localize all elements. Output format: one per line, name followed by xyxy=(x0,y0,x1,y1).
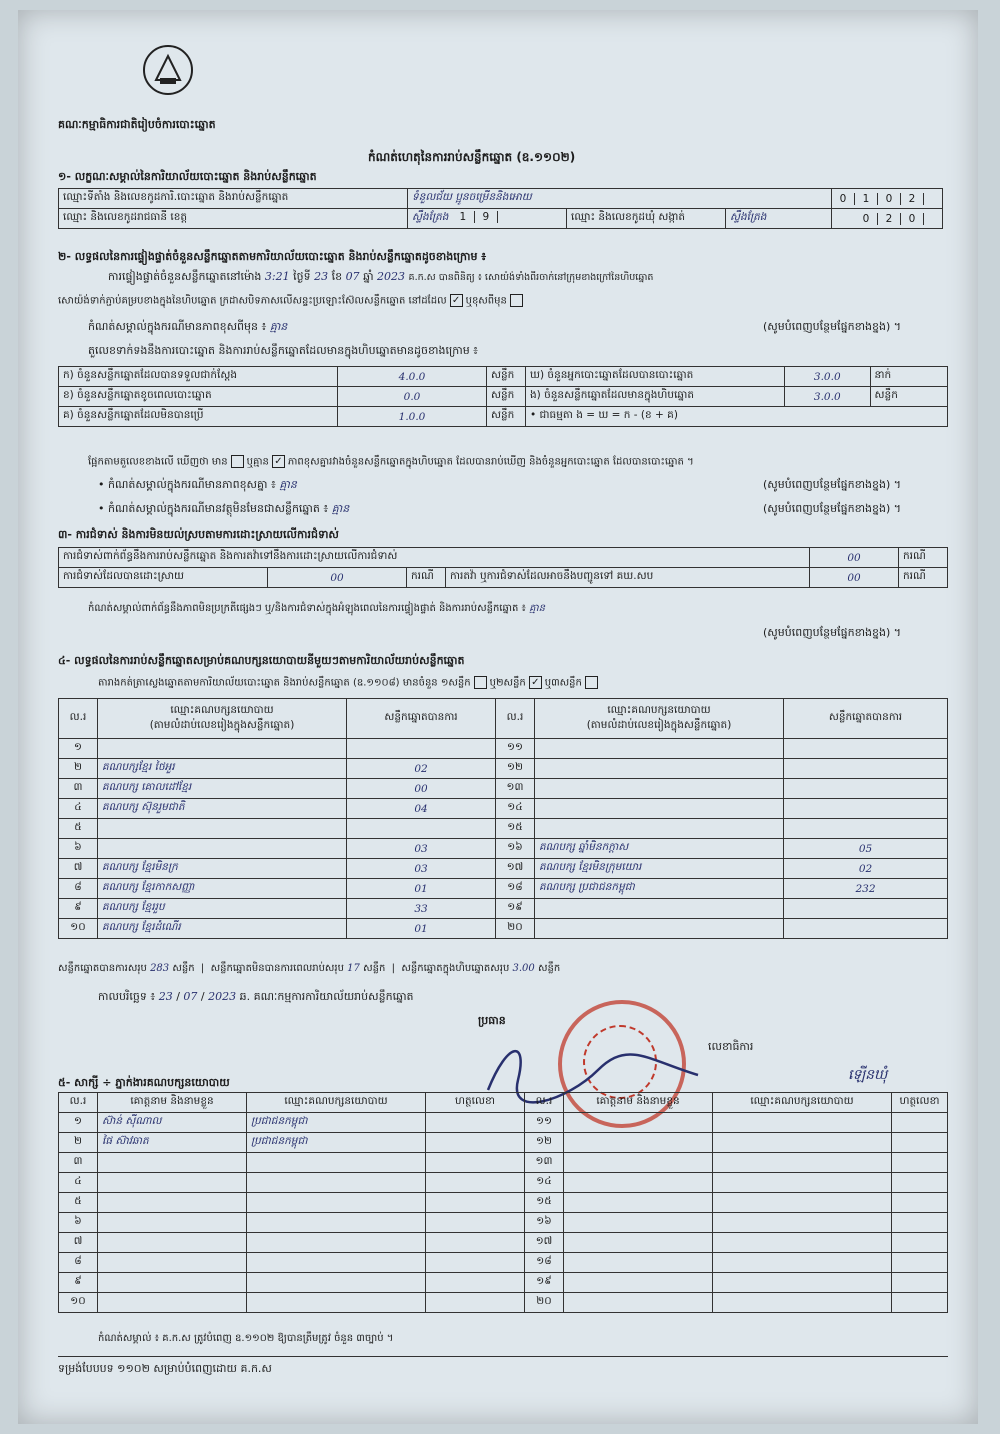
witness-signature xyxy=(426,1213,525,1233)
secretary-name: ឡើនឃុំ xyxy=(848,1067,888,1083)
party-votes: 03 xyxy=(347,859,496,879)
witness-party xyxy=(713,1293,892,1313)
party-votes xyxy=(784,779,948,799)
witness-name xyxy=(564,1193,713,1213)
table-row xyxy=(59,1233,948,1253)
witness-name xyxy=(98,1293,247,1313)
table-row xyxy=(59,779,948,799)
figures-table: ក) ចំនួនសន្លឹកឆ្នោតដែលបានទទួលជាក់ស្តែង 4.0.0 សន្លឹក ឃ) ចំនួនអ្នកបោះឆ្នោតដែលបានបោះឆ្នោត 3.0.0 នាក់ ខ) ចំនួនសន្លឹកឆ្នោតខូចពេលបោះឆ្នោត 0.0 សន្លឹក ង) ចំនួនសន្លឹកឆ្នោតដែលមានក្នុងហិបឆ្នោត 3.0.0 សន្លឹក គ) ចំនួនសន្លឹកឆ្នោតដែលមិនបានប្រើ 1.0.0 សន្លឹក • ជាធម្មតា ង = ឃ = ក - (ខ + គ) xyxy=(58,366,948,427)
row-no: ២០ xyxy=(525,1293,564,1313)
witness-name: ផៃ ស៊ាវឆាត xyxy=(98,1133,247,1153)
witness-name xyxy=(98,1153,247,1173)
party-name xyxy=(535,799,784,819)
witness-party xyxy=(247,1153,426,1173)
complaints-table: ការជំទាស់ពាក់ព័ន្ធនឹងការរាប់សន្លឹកឆ្នោត និងការតវ៉ាទៅនឹងការដោះស្រាយលើការជំទាស់ 00 ករណី ការជំទាស់ដែលបានដោះស្រាយ 00 ករណី ការតវ៉ា ឬការជំទាស់ដែលអាចនឹងបញ្ជូនទៅ គឃ.សប 00 ករណី xyxy=(58,547,948,588)
witness-name xyxy=(564,1133,713,1153)
witness-name xyxy=(98,1273,247,1293)
witness-party xyxy=(247,1173,426,1193)
table-row xyxy=(59,899,948,919)
row-no: ១៨ xyxy=(496,879,535,899)
section-3-heading: ៣- ការជំទាស់ និងការមិនយល់ស្របតាមការដោះស្រាយលើការជំទាស់ xyxy=(58,528,339,541)
fill-hint: (សូមបំពេញបន្ថែមផ្នែកខាងខ្នង) ។ xyxy=(763,626,902,639)
row-no: ១ xyxy=(59,739,98,759)
complaint-label: ការជំទាស់ពាក់ព័ន្ធនឹងការរាប់សន្លឹកឆ្នោត និងការតវ៉ាទៅនឹងការដោះស្រាយលើការជំទាស់ xyxy=(59,548,810,568)
total-invalid: 17 xyxy=(347,963,360,974)
irregularity-note: កំណត់សម្គាល់ពាក់ព័ន្ធនឹងភាពមិនប្រក្រតីផ្សេងៗ ឬ/និងការជំទាស់ក្នុងអំឡុងពេលនៃការផ្ទៀងផ្ទាត់ និងការរាប់សន្លឹកឆ្នោត ៖ គ្មាន xyxy=(88,603,545,614)
row-no: ៨ xyxy=(59,879,98,899)
table-row xyxy=(59,1113,948,1133)
col-party: ឈ្មោះគណបក្សនយោបាយ (តាមលំដាប់លេខរៀងក្នុងសន្លឹកឆ្នោត) xyxy=(98,699,347,739)
tally-sheets-line: តារាងកត់ត្រាស្លេងឆ្នោតតាមការិយាល័យបោះឆ្នោត និងរាប់សន្លឹកឆ្នោត (ឧ.១១០៨) មានចំនួន ១សន្លឹក ឬ២សន្លឹក ✓ ឬ៣សន្លឹក xyxy=(98,676,601,691)
party-votes: 232 xyxy=(784,879,948,899)
party-votes: 04 xyxy=(347,799,496,819)
party-votes: 33 xyxy=(347,899,496,919)
party-votes: 03 xyxy=(347,839,496,859)
station-label: ឈ្មោះទីតាំង និងលេខកូដការិ.បោះឆ្នោត និងរាប់សន្លឹកឆ្នោត xyxy=(59,189,408,209)
footer-divider xyxy=(58,1356,948,1357)
party-votes: 01 xyxy=(347,879,496,899)
row-no: ១២ xyxy=(525,1133,564,1153)
section-5-heading: ៥- សាក្សី ÷ ភ្នាក់ងារគណបក្សនយោបាយ xyxy=(58,1076,230,1089)
row-no: ៩ xyxy=(59,899,98,919)
figure-ko-label: គ) ចំនួនសន្លឹកឆ្នោតដែលមិនបានប្រើ xyxy=(59,407,338,427)
party-name: គណបក្ស ខ្មែរមិនក្រ xyxy=(98,859,347,879)
witness-party xyxy=(713,1253,892,1273)
witness-party xyxy=(247,1253,426,1273)
party-votes: 01 xyxy=(347,919,496,939)
table-row xyxy=(59,1153,948,1173)
party-name xyxy=(535,919,784,939)
witness-party xyxy=(247,1293,426,1313)
discrepancy-line: ផ្អែកតាមតួលេខខាងលើ ឃើញថា មាន ឬគ្មាន ✓ ភាពខុសគ្នារវាងចំនួនសន្លឹកឆ្នោតក្នុងហិបឆ្នោត ដែលបានរាប់ឃើញ និងចំនួនអ្នកបោះឆ្នោត ដែលបានបោះឆ្នោត ។ xyxy=(88,456,694,468)
witness-signature xyxy=(426,1293,525,1313)
figure-ka-label: ក) ចំនួនសន្លឹកឆ្នោតដែលបានទទួលជាក់ស្តែង xyxy=(59,367,338,387)
row-no: ១១ xyxy=(525,1113,564,1133)
verification-line: ការផ្ទៀងផ្ទាត់ចំនួនសន្លឹកឆ្នោតនៅម៉ោង 3:21 ថ្ងៃទី 23 ខែ 07 ឆ្នាំ 2023 គ.ក.ស បានពិនិត្យ ៖ សោយ៉ង់ទាំងពីរចាក់នៅក្រុមខាងក្រៅនៃហិបឆ្នោត xyxy=(108,270,654,283)
row-no: ២ xyxy=(59,1133,98,1153)
row-no: ១៦ xyxy=(496,839,535,859)
witness-signature xyxy=(426,1273,525,1293)
row-no: ២០ xyxy=(496,919,535,939)
party-votes xyxy=(784,799,948,819)
witness-party xyxy=(713,1193,892,1213)
note-difference: • កំណត់សម្គាល់ក្នុងករណីមានភាពខុសគ្នា ៖ គ្មាន xyxy=(98,478,297,491)
figure-kha-label: ខ) ចំនួនសន្លឹកឆ្នោតខូចពេលបោះឆ្នោត xyxy=(59,387,338,407)
station-code-digit: 1 xyxy=(855,193,878,205)
same-checkbox[interactable]: ✓ xyxy=(450,294,463,307)
province-code-digit: 9 xyxy=(475,211,498,223)
total-valid: 283 xyxy=(150,963,170,974)
table-row xyxy=(59,1213,948,1233)
witness-party xyxy=(247,1233,426,1253)
witness-signature xyxy=(892,1113,948,1133)
table-row xyxy=(59,879,948,899)
party-votes xyxy=(784,739,948,759)
forwarded-value: 00 xyxy=(810,568,899,588)
party-votes xyxy=(784,819,948,839)
row-no: ១០ xyxy=(59,919,98,939)
party-name xyxy=(535,819,784,839)
table-row xyxy=(59,1293,948,1313)
total-box: 3.00 xyxy=(512,963,535,974)
party-votes: 00 xyxy=(347,779,496,799)
witness-party xyxy=(713,1113,892,1133)
fill-hint: (សូមបំពេញបន្ថែមផ្នែកខាងខ្នង) ។ xyxy=(763,502,902,515)
col-votes: សន្លឹកឆ្នោតបានការ xyxy=(347,699,496,739)
witness-party xyxy=(713,1273,892,1293)
party-name: គណបក្ស ស៊ុនរួមជាតិ xyxy=(98,799,347,819)
row-no: ១ xyxy=(59,1113,98,1133)
section-2-heading: ២- លទ្ធផលនៃការផ្ទៀងផ្ទាត់ចំនួនសន្លឹកឆ្នោតតាមការិយាល័យបោះឆ្នោត និងរាប់សន្លឹកឆ្នោតដូចខាងក្រោម ៖ xyxy=(58,250,487,263)
commune-label: ឈ្មោះ និងលេខកូដឃុំ សង្កាត់ xyxy=(567,209,726,229)
commune-code-digit: 2 xyxy=(878,213,901,225)
figure-ko-value: 1.0.0 xyxy=(338,407,487,427)
station-code-digit: 0 xyxy=(832,193,855,205)
witness-party xyxy=(713,1213,892,1233)
party-name xyxy=(535,779,784,799)
table-row xyxy=(59,1133,948,1153)
witness-name: ស៊ាន់ ស៊ីណាល xyxy=(98,1113,247,1133)
party-votes xyxy=(784,759,948,779)
table-row xyxy=(59,839,948,859)
table-row xyxy=(59,799,948,819)
row-no: ១៥ xyxy=(496,819,535,839)
table-row xyxy=(59,759,948,779)
table-row xyxy=(59,1253,948,1273)
figure-ka-value: 4.0.0 xyxy=(338,367,487,387)
party-name: គណបក្ស គោលដៅខ្មែរ xyxy=(98,779,347,799)
commune-code-digit: 0 xyxy=(901,213,924,225)
row-no: ១៦ xyxy=(525,1213,564,1233)
station-code-digit: 2 xyxy=(901,193,924,205)
row-no: ១៧ xyxy=(496,859,535,879)
row-no: ១៩ xyxy=(525,1273,564,1293)
row-no: ៣ xyxy=(59,779,98,799)
witness-name xyxy=(564,1153,713,1173)
figure-ng-value: 3.0.0 xyxy=(785,387,871,407)
row-no: ១៤ xyxy=(496,799,535,819)
footer-text: ទម្រង់បែបបទ ១១០២ សម្រាប់បំពេញដោយ គ.ក.ស xyxy=(58,1362,272,1375)
witness-table: ល.រ គោត្តនាម និងនាមខ្លួន ឈ្មោះគណបក្សនយោបាយ ហត្ថលេខា ល.រ គោត្តនាម និងនាមខ្លួន ឈ្មោះគណបក្សនយោបាយ ហត្ថលេខា ១ ស៊ាន់ ស៊ីណាល ប្រជាជនកម្ពុជា ១១ ២ ផៃ ស៊ាវឆាត ប្រជាជនកម្ពុជា ១២ ៣ ១៣ ៤ ១៤ ៥ ១៥ ៦ ១៦ ៧ ១៧ ៨ ១៨ ៩ ១៩ ១០ ២០ xyxy=(58,1092,948,1313)
party-name: គណបក្ស ខ្មែរកាកសញ្ញា xyxy=(98,879,347,899)
row-no: ៣ xyxy=(59,1153,98,1173)
col-party: ឈ្មោះគណបក្សនយោបាយ (តាមលំដាប់លេខរៀងក្នុងសន្លឹកឆ្នោត) xyxy=(535,699,784,739)
one-sheet-checkbox[interactable] xyxy=(474,676,487,689)
witness-party xyxy=(713,1153,892,1173)
row-no: ១៥ xyxy=(525,1193,564,1213)
section-1-heading: ១- លក្ខណៈសម្គាល់នៃការិយាល័យបោះឆ្នោត និងរាប់សន្លឹកឆ្នោត xyxy=(58,170,317,183)
row-no: ៥ xyxy=(59,819,98,839)
form-page xyxy=(18,10,978,1424)
witness-signature xyxy=(426,1193,525,1213)
figure-kho-value: 3.0.0 xyxy=(785,367,871,387)
party-name xyxy=(535,899,784,919)
party-name xyxy=(535,739,784,759)
party-name: គណបក្ស ខ្មែរដំណើរ xyxy=(98,919,347,939)
formula: • ជាធម្មតា ង = ឃ = ក - (ខ + គ) xyxy=(526,407,948,427)
witness-signature xyxy=(892,1193,948,1213)
province-code-digit: 1 xyxy=(452,211,475,223)
commune-code-digit: 0 xyxy=(855,213,878,225)
row-no: ១៣ xyxy=(496,779,535,799)
no-difference-checkbox[interactable]: ✓ xyxy=(272,455,285,468)
date-line: កាលបរិច្ឆេទ ៖ 23 / 07 / 2023 ឆ. គណៈកម្មការការិយាល័យរាប់សន្លឹកឆ្នោត xyxy=(98,990,414,1003)
note-a: កំណត់សម្គាល់ក្នុងករណីមានភាពខុសពីមុន ៖ គ្មាន xyxy=(88,320,288,333)
forwarded-label: ការតវ៉ា ឬការជំទាស់ដែលអាចនឹងបញ្ជូនទៅ គឃ.សប xyxy=(446,568,810,588)
witness-party xyxy=(247,1273,426,1293)
witness-party: ប្រជាជនកម្ពុជា xyxy=(247,1133,426,1153)
table-row xyxy=(59,819,948,839)
witness-signature xyxy=(426,1113,525,1133)
station-value: ទំនួលជ័យ ប្អូនចម្រើននិងអោយ xyxy=(412,191,532,203)
witness-signature xyxy=(892,1153,948,1173)
witness-party xyxy=(713,1173,892,1193)
row-no: ៥ xyxy=(59,1193,98,1213)
resolved-label: ការជំទាស់ដែលបានដោះស្រាយ xyxy=(59,568,268,588)
witness-party xyxy=(713,1133,892,1153)
witness-signature xyxy=(892,1173,948,1193)
form-title: កំណត់ហេតុនៃការរាប់សន្លឹកឆ្នោត (ឧ.១១០២) xyxy=(368,150,576,164)
witness-party xyxy=(247,1193,426,1213)
party-name xyxy=(98,839,347,859)
row-no: ៤ xyxy=(59,1173,98,1193)
two-sheets-checkbox[interactable]: ✓ xyxy=(529,676,542,689)
witness-signature xyxy=(892,1233,948,1253)
table-row xyxy=(59,1173,948,1193)
witness-name xyxy=(564,1253,713,1273)
party-votes: 02 xyxy=(784,859,948,879)
row-no: ១០ xyxy=(59,1293,98,1313)
has-difference-checkbox[interactable] xyxy=(231,455,244,468)
time-value: 3:21 xyxy=(264,270,290,283)
party-name: គណបក្សខ្មែរ ថៃអួរ xyxy=(98,759,347,779)
witness-name xyxy=(98,1173,247,1193)
witness-party: ប្រជាជនកម្ពុជា xyxy=(247,1113,426,1133)
party-name xyxy=(535,759,784,779)
row-no: ៤ xyxy=(59,799,98,819)
seal-line: សោយ៉ង់ទាក់ភ្ជាប់គម្របខាងក្នុងនៃហិបឆ្នោត ក្រដាសបិទភាសលើសន្ទះប្រឡោះស៊ែលសន្លឹកឆ្នោត នៅដដែល ✓ ឬខុសពីមុន xyxy=(58,294,526,309)
row-no: ១៨ xyxy=(525,1253,564,1273)
resolved-value: 00 xyxy=(268,568,407,588)
witness-signature xyxy=(426,1173,525,1193)
party-name: គណបក្ស ខ្មែររួប xyxy=(98,899,347,919)
col-no: ល.រ xyxy=(496,699,535,739)
party-name: គណបក្ស ឆ្នាំមិនកក្ដាស xyxy=(535,839,784,859)
row-no: ១៣ xyxy=(525,1153,564,1173)
row-no: ៦ xyxy=(59,1213,98,1233)
row-no: ៧ xyxy=(59,1233,98,1253)
fill-hint: (សូមបំពេញបន្ថែមផ្នែកខាងខ្នង) ។ xyxy=(763,478,902,491)
witness-name xyxy=(564,1213,713,1233)
party-name xyxy=(98,819,347,839)
figure-kho-label: ឃ) ចំនួនអ្នកបោះឆ្នោតដែលបានបោះឆ្នោត xyxy=(526,367,785,387)
province-value: ស្ទឹងត្រែង xyxy=(412,211,449,223)
party-votes xyxy=(347,739,496,759)
witness-signature xyxy=(426,1153,525,1173)
chair-label: ប្រធាន xyxy=(478,1014,506,1027)
row-no: ១១ xyxy=(496,739,535,759)
witness-name xyxy=(564,1173,713,1193)
note-foreign-object: • កំណត់សម្គាល់ក្នុងករណីមានវត្ថុមិនមែនជាសន្លឹកឆ្នោត ៖ គ្មាន xyxy=(98,502,350,515)
party-votes: 02 xyxy=(347,759,496,779)
col-votes: សន្លឹកឆ្នោតបានការ xyxy=(784,699,948,739)
row-no: ១២ xyxy=(496,759,535,779)
row-no: ១៧ xyxy=(525,1233,564,1253)
witness-party xyxy=(713,1233,892,1253)
secretary-label: លេខាធិការ xyxy=(708,1040,754,1053)
province-label: ឈ្មោះ និងលេខកូដរាជធានី ខេត្ត xyxy=(59,209,408,229)
witness-signature xyxy=(426,1133,525,1153)
org-name: គណៈកម្មាធិការជាតិរៀបចំការបោះឆ្នោត xyxy=(58,118,216,131)
party-name xyxy=(98,739,347,759)
witness-name xyxy=(98,1253,247,1273)
witness-signature xyxy=(892,1273,948,1293)
party-votes xyxy=(347,819,496,839)
figure-kha-value: 0.0 xyxy=(338,387,487,407)
witness-signature xyxy=(892,1133,948,1153)
witness-name xyxy=(98,1233,247,1253)
witness-signature xyxy=(892,1293,948,1313)
commune-value: ស្ទឹងត្រែង xyxy=(730,211,767,223)
section-1-table xyxy=(58,188,943,229)
witness-signature xyxy=(892,1253,948,1273)
complaint-value: 00 xyxy=(810,548,899,568)
witness-name xyxy=(98,1193,247,1213)
party-votes: 05 xyxy=(784,839,948,859)
section-4-heading: ៤- លទ្ធផលនៃការរាប់សន្លឹកឆ្នោតសម្រាប់គណបក្សនយោបាយនីមួយៗតាមការិយាល័យរាប់សន្លឹកឆ្នោត xyxy=(58,654,465,667)
table-row xyxy=(59,739,948,759)
col-no: ល.រ xyxy=(59,699,98,739)
row-no: ៩ xyxy=(59,1273,98,1293)
witness-name xyxy=(564,1113,713,1133)
day-value: 23 xyxy=(314,270,329,283)
row-no: ១៩ xyxy=(496,899,535,919)
nec-emblem-icon xyxy=(140,42,196,98)
witness-name xyxy=(564,1293,713,1313)
witness-name xyxy=(564,1273,713,1293)
witness-note: កំណត់សម្គាល់ ៖ គ.ក.ស ត្រូវបំពេញ ឧ.១១០២ ឱ្យបានត្រឹមត្រូវ ចំនួន ៣ច្បាប់ ។ xyxy=(98,1333,394,1344)
year-value: 2023 xyxy=(377,270,406,283)
witness-signature xyxy=(892,1213,948,1233)
row-no: ៧ xyxy=(59,859,98,879)
party-name: គណបក្ស ប្រជាជនកម្ពុជា xyxy=(535,879,784,899)
party-name: គណបក្ស ខ្មែរមិនក្រុមយោរ xyxy=(535,859,784,879)
figures-intro: តួលេខទាក់ទងនឹងការបោះឆ្នោត និងការរាប់សន្លឹកឆ្នោតដែលមានក្នុងហិបឆ្នោតមានដូចខាងក្រោម ៖ xyxy=(88,344,479,357)
row-no: ៦ xyxy=(59,839,98,859)
table-row xyxy=(59,1193,948,1213)
fill-hint: (សូមបំពេញបន្ថែមផ្នែកខាងខ្នង) ។ xyxy=(763,320,902,333)
table-row xyxy=(59,919,948,939)
station-code-digit: 0 xyxy=(878,193,901,205)
results-table xyxy=(58,698,948,939)
witness-name xyxy=(564,1233,713,1253)
witness-signature xyxy=(426,1253,525,1273)
witness-party xyxy=(247,1213,426,1233)
table-row xyxy=(59,859,948,879)
three-sheets-checkbox[interactable] xyxy=(585,676,598,689)
witness-name xyxy=(98,1213,247,1233)
table-row xyxy=(59,1273,948,1293)
different-checkbox[interactable] xyxy=(510,294,523,307)
party-votes xyxy=(784,899,948,919)
month-value: 07 xyxy=(345,270,360,283)
row-no: ៨ xyxy=(59,1253,98,1273)
figure-ng-label: ង) ចំនួនសន្លឹកឆ្នោតដែលមានក្នុងហិបឆ្នោត xyxy=(526,387,785,407)
row-no: ២ xyxy=(59,759,98,779)
row-no: ១៤ xyxy=(525,1173,564,1193)
party-votes xyxy=(784,919,948,939)
totals-line: សន្លឹកឆ្នោតបានការសរុប 283 សន្លឹក | សន្លឹកឆ្នោតមិនបានការពេលរាប់សរុប 17 សន្លឹក | សន្លឹកឆ្នោតក្នុងហិបឆ្នោតសរុប 3.00 សន្លឹក xyxy=(58,963,561,974)
witness-signature xyxy=(426,1233,525,1253)
